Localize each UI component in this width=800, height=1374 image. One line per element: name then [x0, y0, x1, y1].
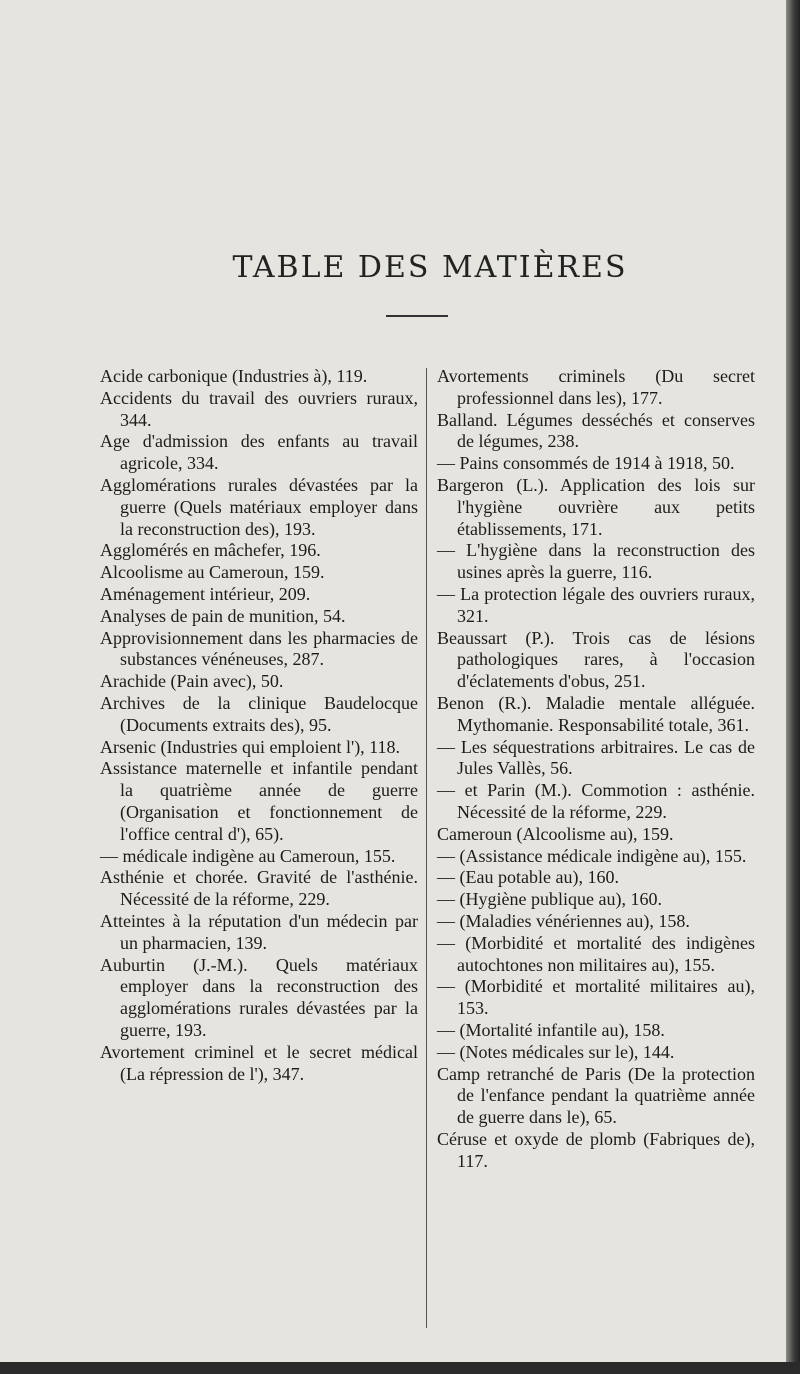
index-entry: Alcoolisme au Cameroun, 159. — [100, 562, 325, 583]
page-edge-shadow — [786, 0, 800, 1374]
index-entry: — (Eau potable au), 160. — [437, 867, 619, 888]
index-entry: — (Assistance médicale indigène au), 155. — [437, 845, 747, 866]
index-entry: Aménagement intérieur, 209. — [100, 583, 311, 604]
index-entry: Assistance maternelle et infantile pendant la quatrième année de guerre (Organisation et fonctionnement de l'office central d'), 65). — [100, 758, 418, 844]
index-entry: — (Notes médicales sur le), 144. — [437, 1041, 675, 1062]
index-entry: Beaussart (P.). Trois cas de lésions pathologiques rares, à l'occasion d'éclatements d'obus, 251. — [437, 627, 755, 692]
page-title: TABLE DES MATIÈRES — [232, 250, 628, 285]
index-entry: Céruse et oxyde de plomb (Fabriques de), 117. — [437, 1128, 755, 1171]
index-entry: Agglomérations rurales dévastées par la guerre (Quels matériaux employer dans la reconstruction des), 193. — [100, 474, 418, 539]
index-entry: Avortement criminel et le secret médical (La répression de l'), 347. — [100, 1041, 418, 1084]
index-entry: — La protection légale des ouvriers ruraux, 321. — [437, 583, 755, 626]
index-entry: Benon (R.). Maladie mentale alléguée. Mythomanie. Responsabilité totale, 361. — [437, 692, 755, 735]
index-entry: Archives de la clinique Baudelocque (Documents extraits des), 95. — [100, 692, 418, 735]
column-divider — [426, 368, 427, 1328]
index-entry: Atteintes à la réputation d'un médecin par un pharmacien, 139. — [100, 910, 418, 953]
index-entry: Arsenic (Industries qui emploient l'), 118. — [100, 736, 401, 757]
index-entry: Bargeron (L.). Application des lois sur l'hygiène ouvrière aux petits établissements, 171. — [437, 474, 755, 539]
index-entry: Arachide (Pain avec), 50. — [100, 671, 284, 692]
index-entry: — (Hygiène publique au), 160. — [437, 889, 662, 910]
index-entry: Cameroun (Alcoolisme au), 159. — [437, 823, 674, 844]
index-entry: Asthénie et chorée. Gravité de l'asthénie. Nécessité de la réforme, 229. — [100, 867, 418, 910]
index-entry: — Pains consommés de 1914 à 1918, 50. — [437, 453, 735, 474]
index-column-left — [100, 366, 418, 1085]
index-entry: Accidents du travail des ouvriers ruraux, 344. — [100, 387, 418, 430]
index-entry: — et Parin (M.). Commotion : asthénie. Nécessité de la réforme, 229. — [437, 780, 755, 822]
index-entry: — (Morbidité et mortalité des indigènes autochtones non militaires au), 155. — [437, 932, 755, 975]
index-entry: Acide carbonique (Industries à), 119. — [100, 366, 368, 386]
index-entry: Avortements criminels (Du secret professionnel dans les), 177. — [437, 366, 755, 408]
index-entry: — Les séquestrations arbitraires. Le cas de Jules Vallès, 56. — [437, 736, 755, 779]
index-entry: Approvisionnement dans les pharmacies de substances vénéneuses, 287. — [100, 627, 418, 670]
index-column-right — [437, 366, 755, 1172]
title-rule — [386, 315, 448, 317]
index-entry: — L'hygiène dans la reconstruction des usines après la guerre, 116. — [437, 540, 755, 583]
index-entry: Analyses de pain de munition, 54. — [100, 605, 346, 626]
page-bottom-shadow — [0, 1362, 800, 1374]
index-entry: Camp retranché de Paris (De la protection de l'enfance pendant la quatrième année de guerre dans le), 65. — [437, 1063, 755, 1128]
index-entry: — (Morbidité et mortalité militaires au), 153. — [437, 976, 755, 1019]
index-entry: — (Mortalité infantile au), 158. — [437, 1019, 665, 1040]
index-entry: — (Maladies vénériennes au), 158. — [437, 910, 690, 931]
index-entry: Balland. Légumes desséchés et conserves de légumes, 238. — [437, 409, 755, 452]
index-entry: Auburtin (J.-M.). Quels matériaux employer dans la reconstruction des agglomérations rurales dévastées par la guerre, 193. — [100, 954, 418, 1040]
index-entry: Agglomérés en mâchefer, 196. — [100, 540, 321, 561]
index-entry: — médicale indigène au Cameroun, 155. — [100, 845, 396, 866]
index-entry: Age d'admission des enfants au travail agricole, 334. — [100, 431, 418, 474]
